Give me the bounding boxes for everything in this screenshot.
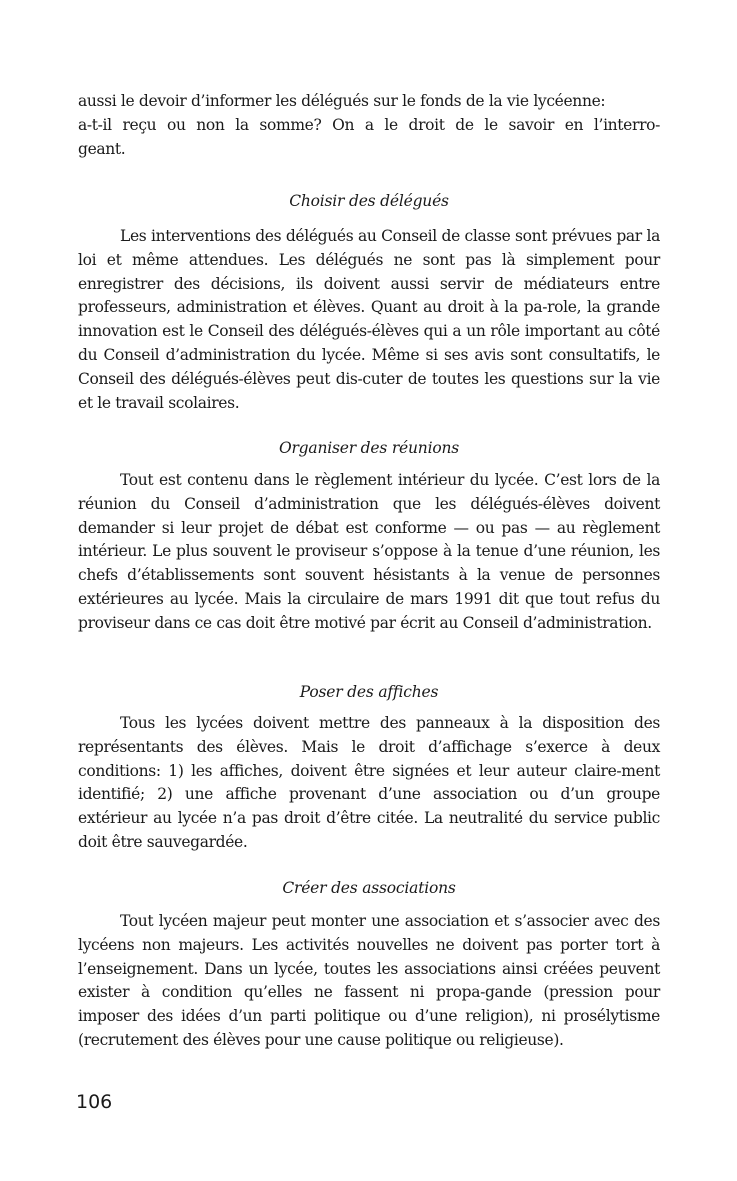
intro-paragraph [78, 90, 660, 161]
section-paragraph [78, 225, 660, 415]
section-paragraph [78, 712, 660, 855]
section-paragraph [78, 910, 660, 1053]
paragraph-text: Tout lycéen majeur peut monter une association et s’associer avec des lycéens non majeurs. Les activités nouvelles ne doivent pas porter tort à l’enseignement. Dans un lycée, toutes les associations ainsi créées peuvent exister à condition qu’elles ne fassent ni propa-gande (pression pour imposer des idées d’un parti politique ou d’une religion), ni prosélytisme (recrutement des élèves pour une cause politique ou religieuse). [78, 912, 660, 1049]
paragraph-text: Tout est contenu dans le règlement intérieur du lycée. C’est lors de la réunion du Conseil d’administration que les délégués-élèves doivent demander si leur projet de débat est conforme — ou pas — au règlement intérieur. Le plus souvent le proviseur s’oppose à la tenue d’une réunion, les chefs d’établissements sont souvent hésistants à la venue de personnes extérieures au lycée. Mais la circulaire de mars 1991 dit que tout refus du proviseur dans ce cas doit être motivé par écrit au Conseil d’administration. [78, 471, 660, 632]
intro-line: aussi le devoir d’informer les délégués sur le fonds de la vie lycéenne: [78, 92, 606, 110]
intro-line: geant. [78, 139, 126, 158]
section-paragraph [78, 469, 660, 636]
page-number: 106 [76, 1091, 113, 1113]
section-heading: Organiser des réunions [278, 439, 460, 457]
intro-line: a-t-il reçu ou non la somme? On a le droit de le savoir en l’interro- [78, 115, 660, 134]
paragraph-text: Tous les lycées doivent mettre des panneaux à la disposition des représentants des élèves. Mais le droit d’affichage s’exerce à deux conditions: 1) les affiches, doivent être signées et leur auteur claire-ment identifié; 2) une affiche provenant d’une association ou d’un groupe extérieur au lycée n’a pas droit d’être citée. La neutralité du service public doit être sauvegardée. [78, 714, 660, 851]
section-heading: Poser des affiches [299, 683, 439, 701]
section-heading: Créer des associations [282, 879, 456, 897]
paragraph-text: Les interventions des délégués au Conseil de classe sont prévues par la loi et même attendues. Les délégués ne sont pas là simplement pour enregistrer des décisions, ils doivent aussi servir de médiateurs entre professeurs, administration et élèves. Quant au droit à la pa-role, la grande innovation est le Conseil des délégués-élèves qui a un rôle important au côté du Conseil d’administration du lycée. Même si ses avis sont consultatifs, le Conseil des délégués-élèves peut dis-cuter de toutes les questions sur la vie et le travail scolaires. [78, 227, 660, 412]
section-heading: Choisir des délégués [289, 192, 449, 210]
